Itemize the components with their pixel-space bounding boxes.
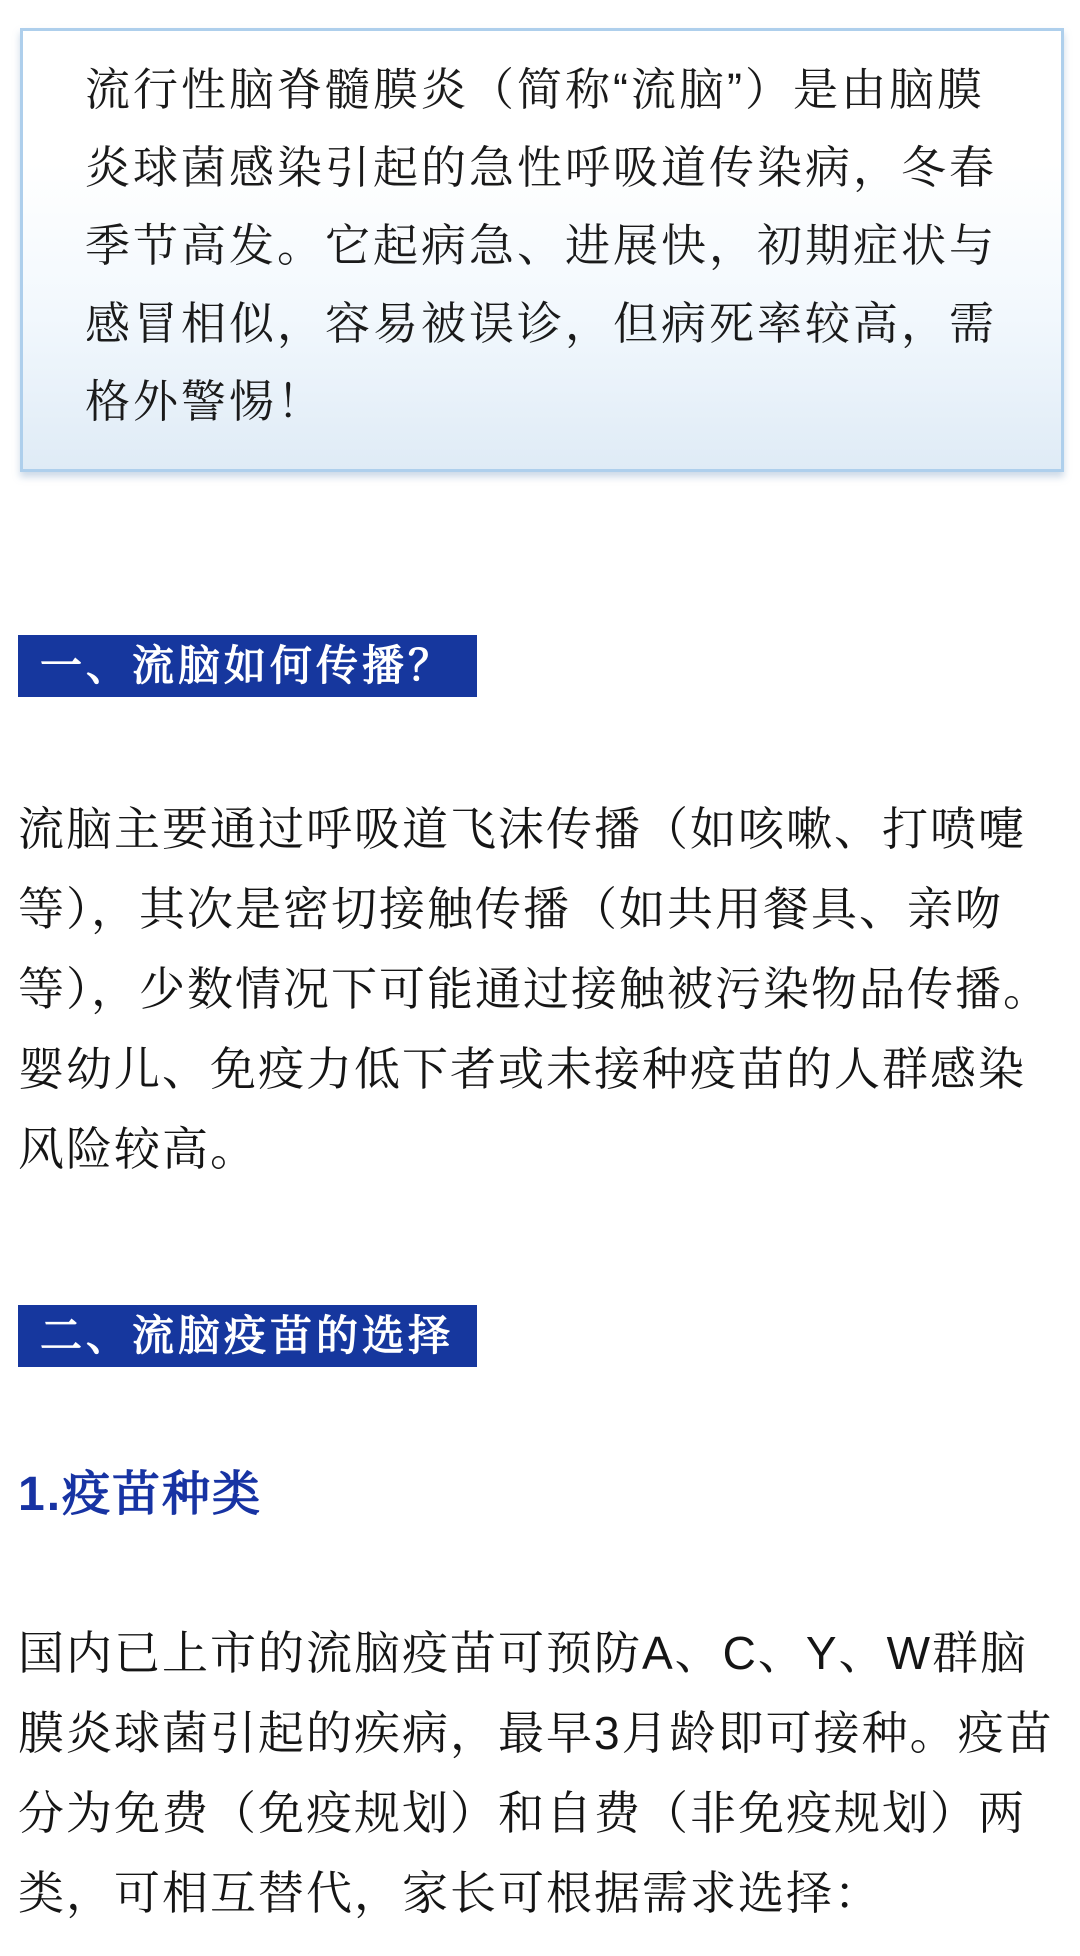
section2-subheading: 1.疫苗种类 [18, 1468, 263, 1521]
intro-text: 流行性脑脊髓膜炎（简称“流脑”）是由脑膜炎球菌感染引起的急性呼吸道传染病，冬春季节高发。它起病急、进展快，初期症状与感冒相似，容易被误诊，但病死率较高，需格外警惕！ [85, 64, 998, 427]
section1-heading-banner: 一、流脑如何传播？ [18, 635, 477, 697]
section2-heading-banner: 二、流脑疫苗的选择 [18, 1305, 477, 1367]
health-article [0, 28, 1080, 1933]
section1-transmission-paragraph: 流脑主要通过呼吸道飞沫传播（如咳嗽、打喷嚏等），其次是密切接触传播（如共用餐具、亲吻等），少数情况下可能通过接触被污染物品传播。婴幼儿、免疫力低下者或未接种疫苗的人群感染风险较高。 [18, 803, 1051, 1175]
intro-box [20, 28, 1064, 472]
section2-vaccine-paragraph: 国内已上市的流脑疫苗可预防A、C、Y、W群脑膜炎球菌引起的疾病，最早3月龄即可接种。疫苗分为免费（免疫规划）和自费（非免疫规划）两类，可相互替代，家长可根据需求选择： [18, 1627, 1054, 1919]
